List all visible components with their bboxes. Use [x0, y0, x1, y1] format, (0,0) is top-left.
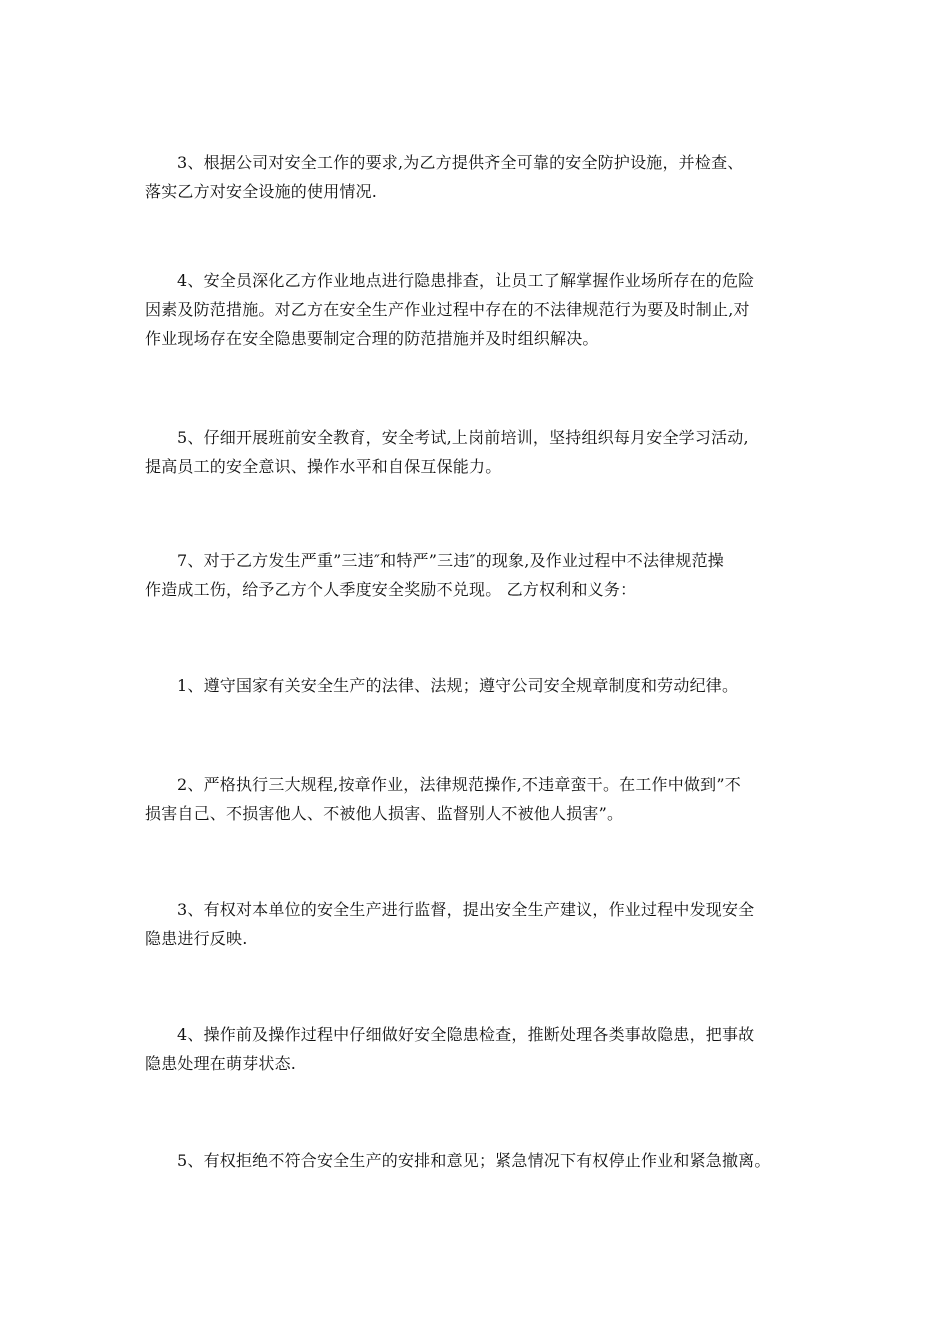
paragraph-line: 作业现场存在安全隐患要制定合理的防范措施并及时组织解决。 — [145, 329, 599, 348]
paragraph-line: 3、有权对本单位的安全生产进行监督，提出安全生产建议，作业过程中发现安全 — [177, 900, 755, 919]
paragraph-line: 2、严格执行三大规程,按章作业，法律规范操作,不违章蛮干。在工作中做到”不 — [177, 775, 741, 794]
paragraph-line: 隐患进行反映. — [145, 929, 248, 948]
paragraph-line: 1、遵守国家有关安全生产的法律、法规；遵守公司安全规章制度和劳动纪律。 — [177, 676, 739, 695]
paragraph-line: 7、对于乙方发生严重”三违″和特严”三违″的现象,及作业过程中不法律规范操 — [177, 551, 724, 570]
paragraph-line: 提高员工的安全意识、操作水平和自保互保能力。 — [145, 457, 502, 476]
paragraph-line: 因素及防范措施。对乙方在安全生产作业过程中存在的不法律规范行为要及时制止,对 — [145, 300, 750, 319]
paragraph-7-violations — [145, 546, 810, 604]
paragraph-line: 5、仔细开展班前安全教育，安全考试,上岗前培训，坚持组织每月安全学习活动, — [177, 428, 749, 447]
paragraph-line: 落实乙方对安全设施的使用情况. — [145, 182, 378, 201]
paragraph-4-hazard-inspection — [145, 266, 810, 353]
paragraph-5-refuse-right — [145, 1146, 810, 1175]
paragraph-3-supervision-right — [145, 895, 810, 953]
paragraph-line: 4、操作前及操作过程中仔细做好安全隐患检查，推断处理各类事故隐患，把事故 — [177, 1025, 755, 1044]
paragraph-line: 作造成工伤，给予乙方个人季度安全奖励不兑现。 乙方权利和义务： — [145, 580, 637, 599]
paragraph-line: 隐患处理在萌芽状态. — [145, 1054, 297, 1073]
paragraph-2-follow-procedures — [145, 770, 810, 828]
paragraph-1-obey-laws — [145, 671, 810, 700]
paragraph-line: 损害自己、不损害他人、不被他人损害、监督别人不被他人损害”。 — [145, 804, 624, 823]
paragraph-line: 3、根据公司对安全工作的要求,为乙方提供齐全可靠的安全防护设施，并检查、 — [177, 153, 744, 172]
paragraph-3-safety-facilities — [145, 148, 810, 206]
paragraph-line: 5、有权拒绝不符合安全生产的安排和意见；紧急情况下有权停止作业和紧急撤离。 — [177, 1151, 771, 1170]
paragraph-4-hazard-check — [145, 1020, 810, 1078]
paragraph-line: 4、安全员深化乙方作业地点进行隐患排查，让员工了解掌握作业场所存在的危险 — [177, 271, 755, 290]
paragraph-5-safety-education — [145, 423, 810, 481]
